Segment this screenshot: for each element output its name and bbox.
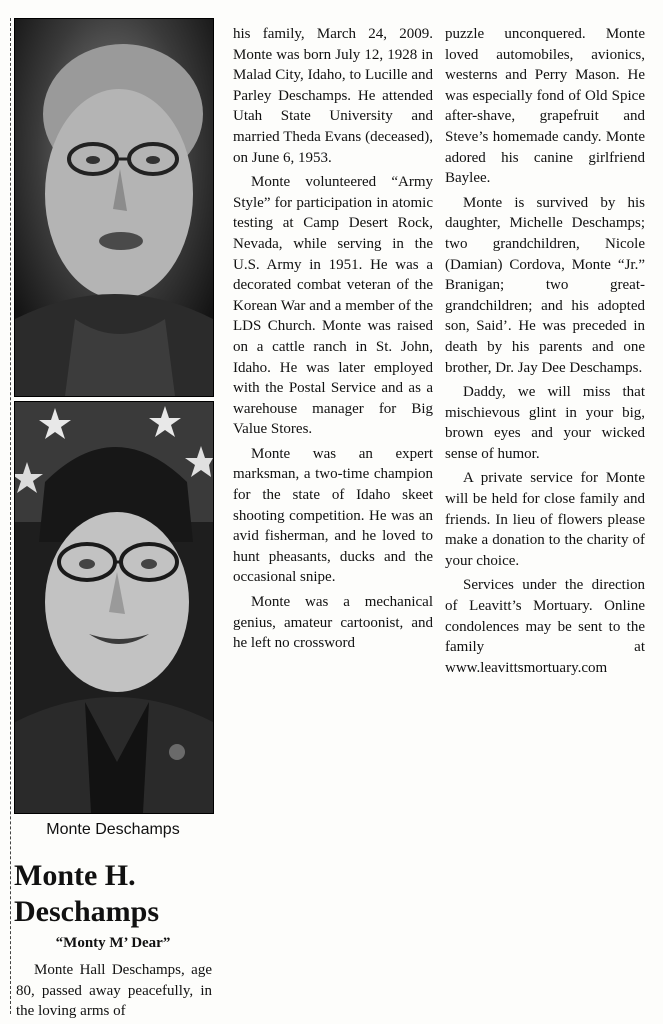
paragraph: Monte was a mechanical genius, amateur cartoonist, and he left no crossword bbox=[233, 594, 433, 652]
paragraph: Monte was an expert marksman, a two-time champion for the state of Idaho skeet shooting competition. He was an avid fisherman, and he loved to hunt pheasants, ducks and the occasional snipe. bbox=[233, 445, 433, 586]
lead-paragraph: Monte Hall Deschamps, age 80, passed away peacefully, in the loving arms of bbox=[16, 962, 212, 1019]
paragraph: his family, March 24, 2009. Monte was born July 12, 1928 in Malad City, Idaho, to Lucille and Parley Deschamps. He attended Utah State University and married Theda Evans (deceased), on June 6, 1953. bbox=[233, 26, 433, 166]
text-column-2 bbox=[445, 24, 645, 678]
column-rule bbox=[10, 18, 11, 1014]
paragraph: A private service for Monte will be held for close family and friends. In lieu of flowers please make a donation to the charity of your choice. bbox=[445, 470, 645, 569]
paragraph: puzzle unconquered. Monte loved automobiles, avionics, westerns and Perry Mason. He was especially fond of Old Spice after-shave, grapefruit and Steve’s homemade candy. Monte adored his canine girlfriend Baylee. bbox=[445, 26, 645, 187]
portrait-elderly-image bbox=[15, 19, 213, 396]
paragraph: Services under the direction of Leavitt’s Mortuary. Online condolences may be sent to the family at www.leavittsmortuary.com bbox=[445, 577, 645, 676]
portrait-photo-elderly bbox=[14, 18, 214, 397]
paragraph: Monte volunteered “Army Style” for participation in atomic testing at Camp Desert Rock, Nevada, while serving in the U.S. Army in 1951. He was a decorated combat veteran of the Korean War and a member of the LDS Church. Monte was raised on a cattle ranch in St. John, Idaho. He was later employed with the Postal Service and as a warehouse manager for Big Value Stores. bbox=[233, 174, 433, 438]
portrait-photo-uniform bbox=[14, 401, 214, 814]
paragraph: Monte is survived by his daughter, Michelle Deschamps; two grandchildren, Nicole (Damian) Cordova, Monte “Jr.” Branigan; two great-grandchildren; and his adopted son, Said’. He was preceded in death by his parents and one brother, Dr. Jay Dee Deschamps. bbox=[445, 194, 645, 376]
portrait-uniform-image bbox=[15, 402, 213, 813]
paragraph: Daddy, we will miss that mischievous glint in your big, brown eyes and your wicked sense of humor. bbox=[445, 384, 645, 462]
nickname: “Monty M’ Dear” bbox=[55, 935, 171, 951]
headline: Monte H. Deschamps bbox=[14, 859, 160, 928]
photo-caption: Monte Deschamps bbox=[46, 821, 180, 838]
text-column-1 bbox=[233, 24, 433, 654]
